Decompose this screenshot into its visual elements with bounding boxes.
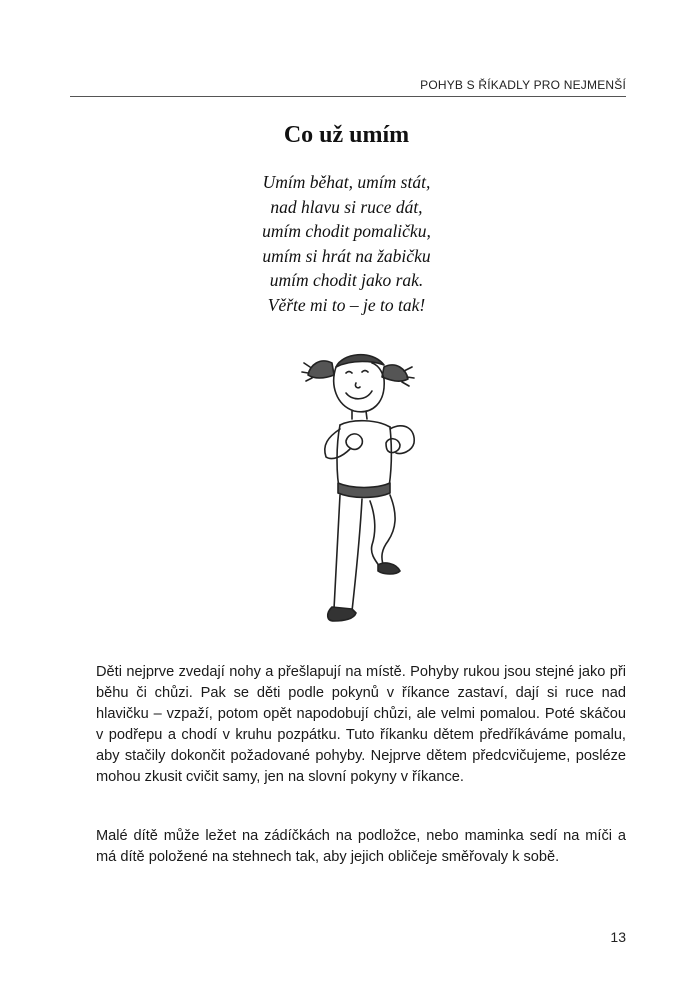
instruction-paragraph: Malé dítě může ležet na zádíčkách na podložce, nebo maminka sedí na míči a má dítě položené na stehnech tak, aby jejich obličeje směřovaly k sobě. xyxy=(96,828,626,865)
poem-line: Umím běhat, umím stát, xyxy=(262,172,431,192)
poem-line: Věřte mi to – je to tak! xyxy=(267,294,426,315)
poem-line: umím chodit jako rak. xyxy=(269,270,424,290)
poem-line: nad hlavu si ruce dát, xyxy=(270,196,423,217)
poem-title: Co už umím xyxy=(283,122,410,148)
poem-line: umím chodit pomaličku, xyxy=(262,221,431,241)
instruction-paragraph: Děti nejprve zvedají nohy a přešlapují na místě. Pohyby rukou jsou stejné jako při běhu či chůzi. Pak se děti podle pokynů v říkance zastaví, dají si ruce nad hlavičku – vzpaží, potom opět napodobují chůzi, ale velmi pomalou. Poté skáčou v podřepu a chodí v kruhu pozpátku. Tuto říkanku dětem předříkáváme pomalu, aby stačily dokončit požadované pohyby. Nejprve dětem předcvičujeme, posléze mohou zkusit cvičit samy, jen na slovní pokyny v říkance. xyxy=(96,664,626,785)
dancing-girl-illustration xyxy=(292,345,452,635)
header-divider xyxy=(70,96,626,97)
poem-line: umím si hrát na žabičku xyxy=(262,245,431,266)
page-number: 13 xyxy=(610,929,626,945)
running-header: POHYB S ŘÍKADLY PRO NEJMENŠÍ xyxy=(420,78,626,92)
poem xyxy=(0,170,693,317)
